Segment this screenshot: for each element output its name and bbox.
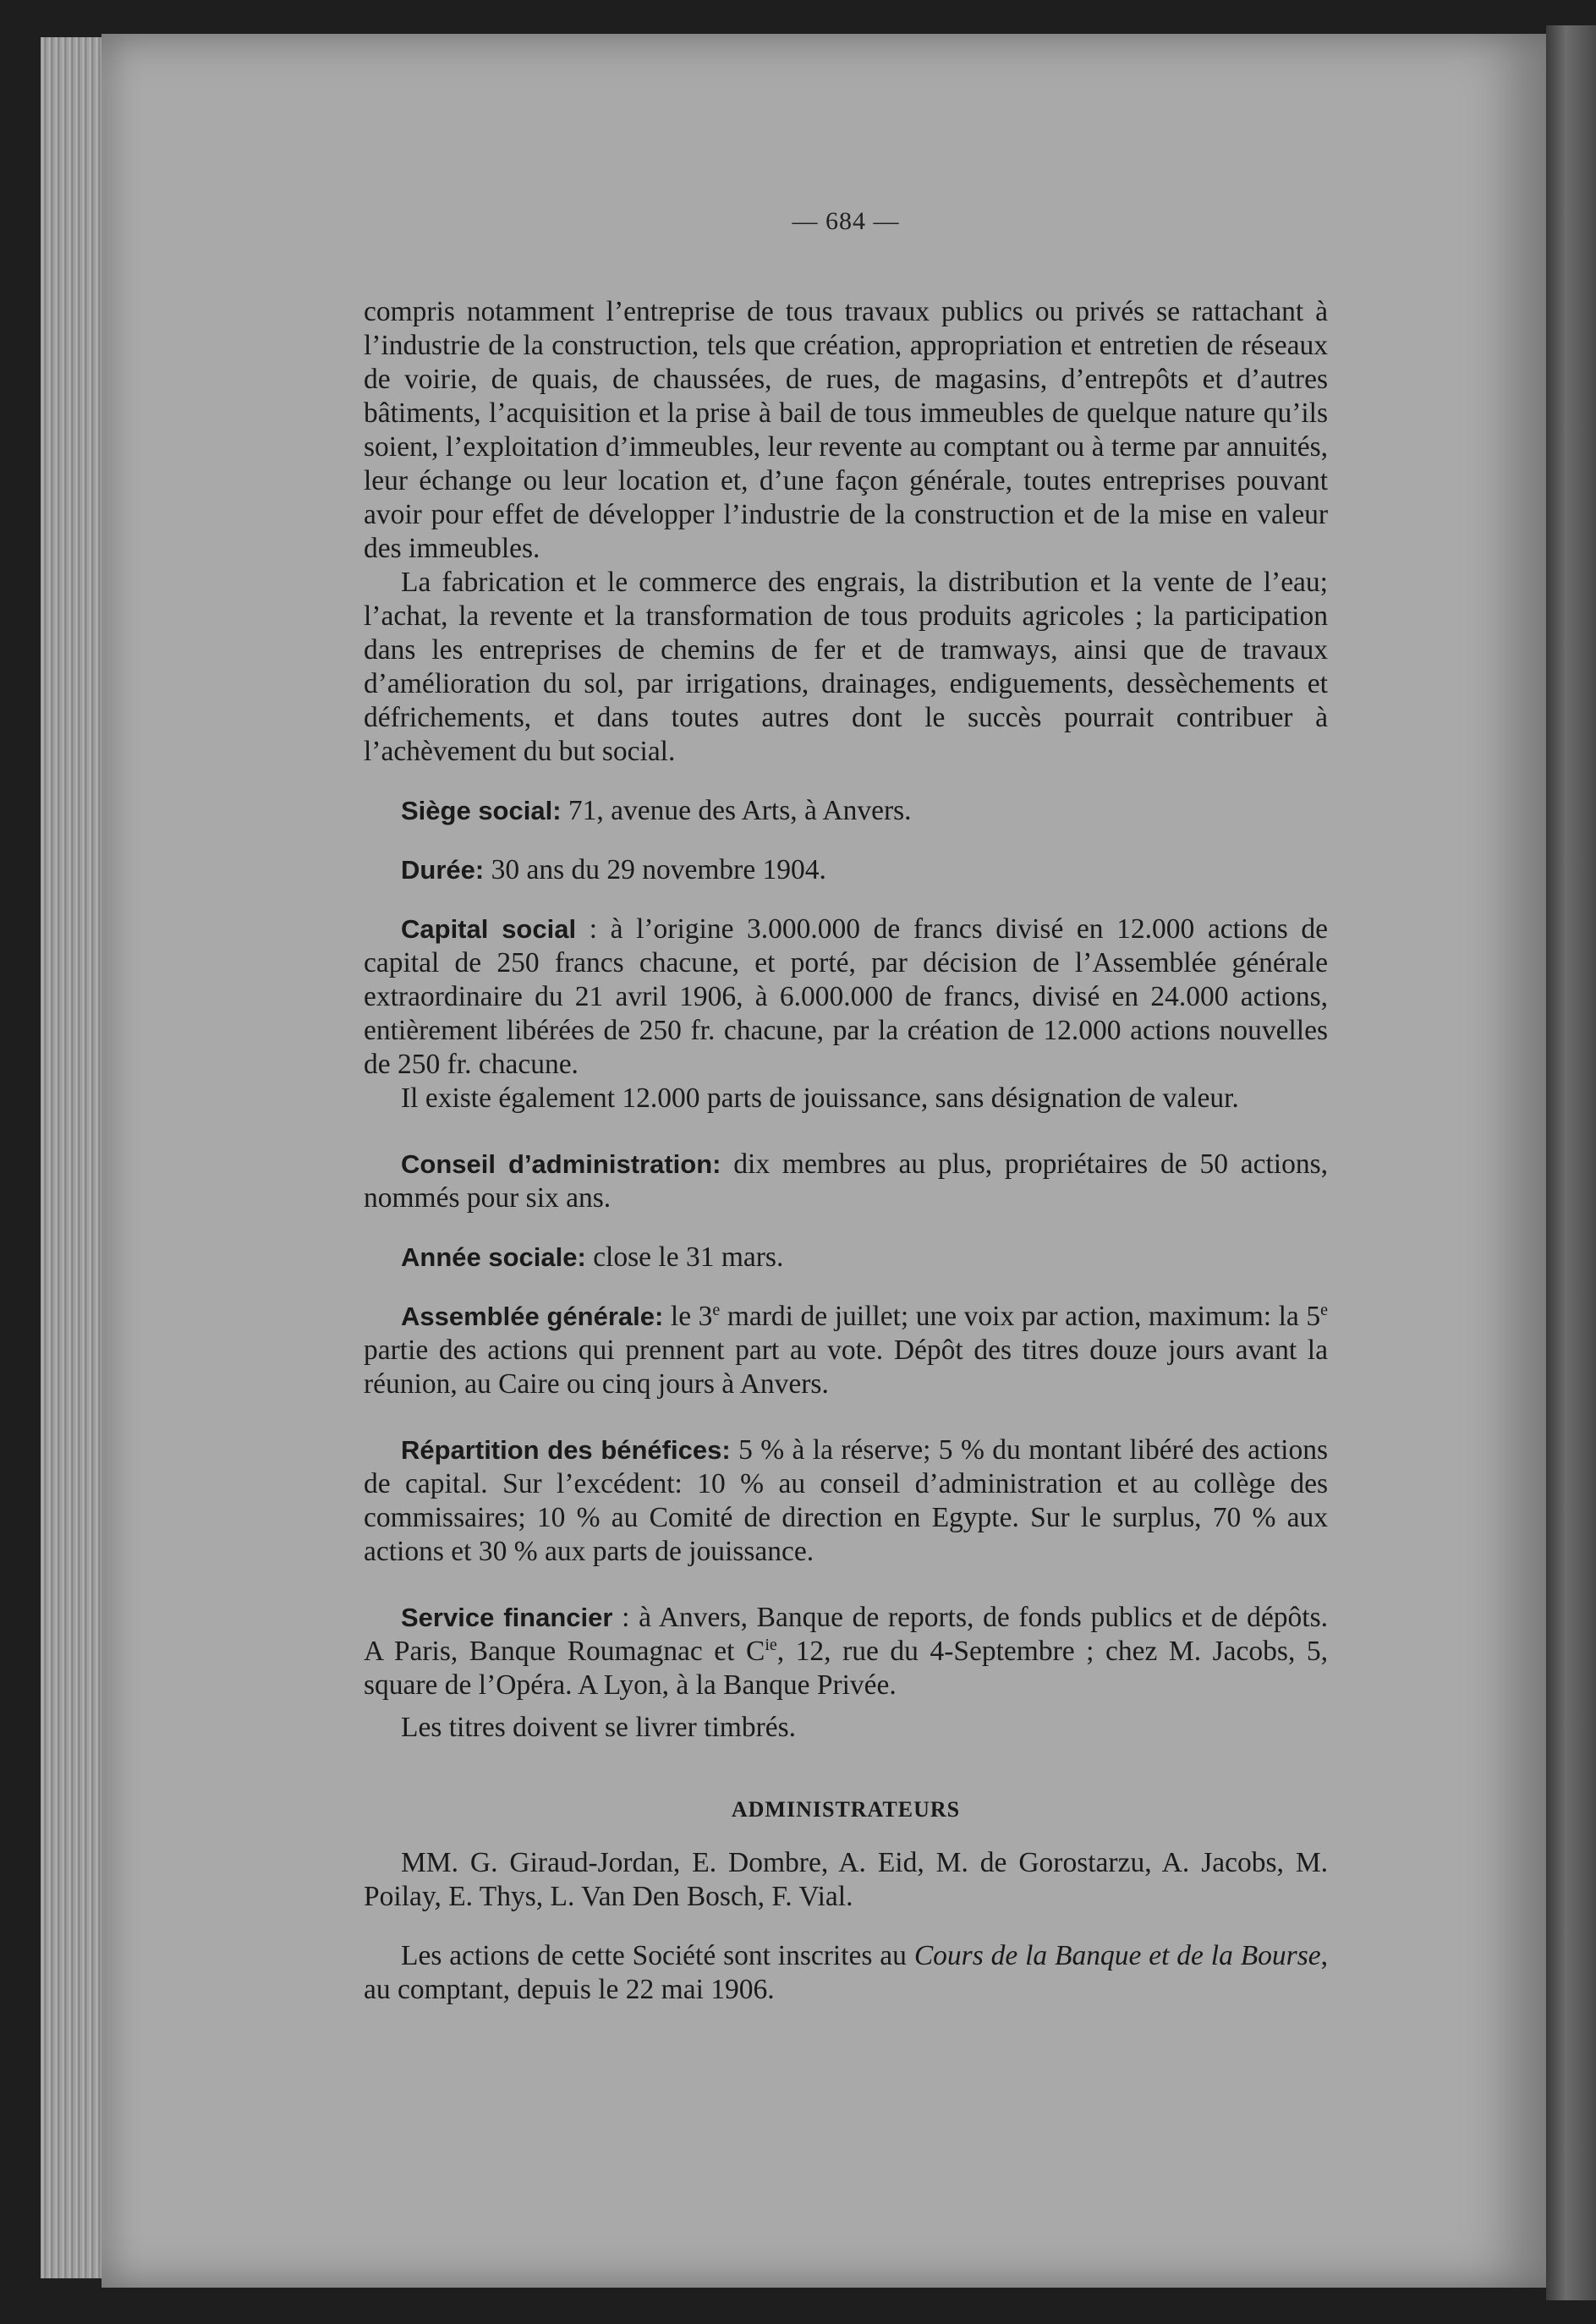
repartition-benefices — [364, 1433, 1328, 1569]
paragraph-fabrication: La fabrication et le commerce des engrais, la distribution et la vente de l’eau; l’achat, la revente et la transformation de tous produits agricoles ; la participation dans les entreprises de chemins de fer et de tramways, ainsi que de travaux d’amélioration du sol, par irrigations, drainages, endiguements, dessèchements et défrichements, et dans toutes autres dont le succès pourrait contribuer à l’achèvement du but social. — [364, 567, 1328, 767]
service-financier-text: : à Anvers, Banque de reports, de fonds publics et de dépôts. A Paris, Banque Roumagnac et C — [364, 1602, 1328, 1667]
ordinal-superscript: e — [712, 1300, 721, 1319]
service-financier — [364, 1601, 1328, 1702]
administrateurs-heading: ADMINISTRATEURS — [731, 1797, 961, 1822]
titres-timbres: Les titres doivent se livrer timbrés. — [401, 1712, 797, 1743]
paragraph-objet-continued: compris notamment l’entreprise de tous travaux publics ou privés se rattachant à l’industrie de la construction, tels que création, appropriation et entretien de réseaux de voirie, de quais, de chaussées, de rues, de magasins, d’entrepôts et d’autres bâtiments, l’acquisition et la prise à bail de tous immeubles de quelque nature qu’ils soient, l’exploitation d’immeubles, leur revente au comptant ou à terme par annuités, leur échange ou leur location et, d’une façon générale, toutes entreprises pouvant avoir pour effet de développer l’industrie de la construction et de la mise en valeur des immeubles. — [364, 296, 1328, 564]
cours-bourse-note — [364, 1939, 1328, 2007]
ordinal-superscript: e — [1320, 1300, 1328, 1319]
compagnie-superscript: ie — [765, 1635, 777, 1654]
conseil-administration-label: Conseil d’administration: — [401, 1149, 721, 1179]
duree-label: Durée: — [401, 855, 485, 885]
cours-text: , au comptant, depuis le 22 mai 1906. — [364, 1940, 1328, 2005]
assemblee-text-part: le 3 — [663, 1301, 713, 1332]
annee-sociale-text: close le 31 mars. — [585, 1241, 784, 1273]
assemblee-generale — [364, 1300, 1328, 1401]
assemblee-text-part: partie des actions qui prennent part au vote. Dépôt des titres douze jours avant la réunion, au Caire ou cinq jours à Anvers. — [364, 1335, 1328, 1400]
assemblee-text-part: mardi de juillet; une voix par action, maximum: la 5 — [720, 1301, 1321, 1332]
page-number: — 684 — — [792, 207, 900, 235]
siege-social-label: Siège social: — [401, 796, 562, 825]
conseil-administration — [364, 1148, 1328, 1215]
page-content — [364, 207, 1328, 2007]
capital-social-label: Capital social — [401, 914, 577, 944]
siege-social — [364, 794, 1328, 828]
service-financier-label: Service financier — [401, 1603, 613, 1632]
cours-text: Les actions de cette Société sont inscrites au — [401, 1940, 914, 1971]
annee-sociale — [364, 1241, 1328, 1274]
administrateurs-list: MM. G. Giraud-Jordan, E. Dombre, A. Eid, M. de Gorostarzu, A. Jacobs, M. Poilay, E. Thys, L. Van Den Bosch, F. Vial. — [364, 1847, 1328, 1912]
book-gutter — [1546, 25, 1596, 2300]
annee-sociale-label: Année sociale: — [401, 1242, 586, 1272]
parts-jouissance: Il existe également 12.000 parts de jouissance, sans désignation de valeur. — [401, 1083, 1239, 1114]
capital-social-text: : à l’origine 3.000.000 de francs divisé en 12.000 actions de capital de 250 francs chacune, et porté, par décision de l’Assemblée générale extraordinaire du 21 avril 1906, à 6.000.000 de francs, divisé en 24.000 actions, entièrement libérées de 250 fr. chacune, par la création de 12.000 actions nouvelles de 250 fr. chacune. — [364, 913, 1328, 1080]
repartition-benefices-text: 5 % à la réserve; 5 % du montant libéré des actions de capital. Sur l’excédent: 10 % au conseil d’administration et au collège des commissaires; 10 % au Comité de direction en Egypte. Sur le surplus, 70 % aux actions et 30 % aux parts de jouissance. — [364, 1434, 1328, 1567]
service-financier-text: , 12, rue du 4-Septembre ; chez M. Jacobs, 5, square de l’Opéra. A Lyon, à la Banque Privée. — [364, 1636, 1328, 1701]
repartition-benefices-label: Répartition des bénéfices: — [401, 1435, 731, 1465]
conseil-administration-text: dix membres au plus, propriétaires de 50 actions, nommés pour six ans. — [364, 1148, 1329, 1214]
duree — [364, 853, 1328, 887]
cours-publication-title: Cours de la Banque et de la Bourse — [913, 1940, 1321, 1971]
siege-social-text: 71, avenue des Arts, à Anvers. — [561, 795, 912, 826]
duree-text: 30 ans du 29 novembre 1904. — [484, 854, 826, 885]
capital-social — [364, 913, 1328, 1082]
assemblee-generale-label: Assemblée générale: — [401, 1302, 664, 1331]
